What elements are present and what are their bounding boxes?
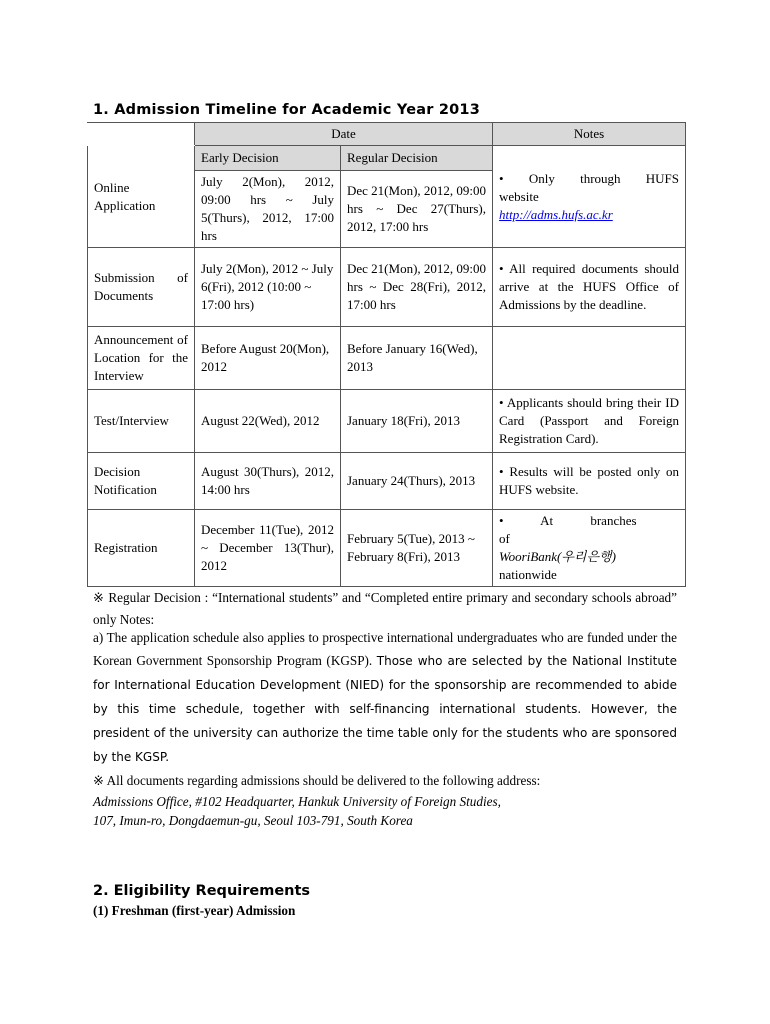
regular-decision-cell: Before January 16(Wed), 2013	[341, 327, 493, 390]
row-notes	[493, 327, 686, 390]
regular-decision-cell: Dec 21(Mon), 2012, 09:00 hrs ~ Dec 27(Thurs), 2012, 17:00 hrs	[341, 171, 493, 248]
subheading-freshman-admission: (1) Freshman (first-year) Admission	[93, 903, 296, 918]
row-notes: • Results will be posted only on HUFS website.	[493, 453, 686, 510]
documents-delivery-note: ※ All documents regarding admissions should be delivered to the following address:	[93, 773, 541, 788]
row-label: Submission of Documents	[88, 248, 195, 327]
regular-decision-cell: January 24(Thurs), 2013	[341, 453, 493, 510]
early-decision-cell: December 11(Tue), 2012 ~ December 13(Thur), 2012	[195, 510, 341, 587]
table-row	[88, 390, 686, 453]
note-paragraph-a	[93, 627, 677, 769]
row-label: Online Application	[88, 146, 195, 248]
regular-decision-cell: February 5(Tue), 2013 ~ February 8(Fri), 2013	[341, 510, 493, 587]
note-paragraph-a-serif: a) The application schedule also applies to prospective international undergraduates who are funded under the Korean Government Sponsorship Program (KGSP).	[93, 630, 677, 668]
row-label: Announcement of Location for the Interview	[88, 327, 195, 390]
early-decision-cell: August 22(Wed), 2012	[195, 390, 341, 453]
early-decision-cell: August 30(Thurs), 2012, 14:00 hrs	[195, 453, 341, 510]
header-date: Date	[195, 123, 493, 146]
hufs-admissions-link[interactable]: http://adms.hufs.ac.kr	[499, 206, 613, 222]
early-decision-cell: July 2(Mon), 2012 ~ July 6(Fri), 2012 (10:00 ~ 17:00 hrs)	[195, 248, 341, 327]
subheader-regular-decision: Regular Decision	[341, 146, 493, 171]
early-decision-cell: Before August 20(Mon), 2012	[195, 327, 341, 390]
row-label: Registration	[88, 510, 195, 587]
table-row	[88, 327, 686, 390]
table-subheader-row	[88, 146, 686, 171]
early-decision-cell: July 2(Mon), 2012, 09:00 hrs ~ July 5(Thurs), 2012, 17:00 hrs	[195, 171, 341, 248]
row-notes	[493, 510, 686, 587]
regular-decision-cell: Dec 21(Mon), 2012, 09:00 hrs ~ Dec 28(Fri), 2012, 17:00 hrs	[341, 248, 493, 327]
notes-text: • At branches of	[499, 513, 637, 546]
notes-tail: nationwide	[499, 567, 557, 582]
row-label: Test/Interview	[88, 390, 195, 453]
row-notes	[493, 146, 686, 248]
regular-decision-note: ※ Regular Decision : “International students” and “Completed entire primary and secondary schools abroad” only Notes:	[93, 590, 677, 627]
admission-timeline-table	[87, 122, 686, 587]
regular-decision-cell: January 18(Fri), 2013	[341, 390, 493, 453]
row-label: Decision Notification	[88, 453, 195, 510]
table-row	[88, 510, 686, 587]
table-row	[88, 248, 686, 327]
address-line-2: 107, Imun-ro, Dongdaemun-gu, Seoul 103-791, South Korea	[93, 813, 413, 828]
section-heading-eligibility: 2. Eligibility Requirements	[93, 883, 311, 899]
table-header-row	[88, 123, 686, 146]
section-heading-admission-timeline: 1. Admission Timeline for Academic Year 2013	[93, 102, 480, 118]
bank-name: WooriBank(우리은행)	[499, 549, 616, 564]
address-line-1: Admissions Office, #102 Headquarter, Hankuk University of Foreign Studies,	[93, 794, 501, 809]
note-paragraph-a-sans: Those who are selected by the National Institute for International Education Development (NIED) for the sponsorship are recommended to abide by this time schedule, together with self-financing international students. However, the president of the university can authorize the time table only for the students who are sponsored by the KGSP.	[93, 654, 678, 764]
table-row	[88, 453, 686, 510]
subheader-early-decision: Early Decision	[195, 146, 341, 171]
header-notes: Notes	[493, 123, 686, 146]
row-notes: • Applicants should bring their ID Card (Passport and Foreign Registration Card).	[493, 390, 686, 453]
row-notes: • All required documents should arrive at the HUFS Office of Admissions by the deadline.	[493, 248, 686, 327]
notes-text: • Only through HUFS website	[499, 170, 680, 204]
